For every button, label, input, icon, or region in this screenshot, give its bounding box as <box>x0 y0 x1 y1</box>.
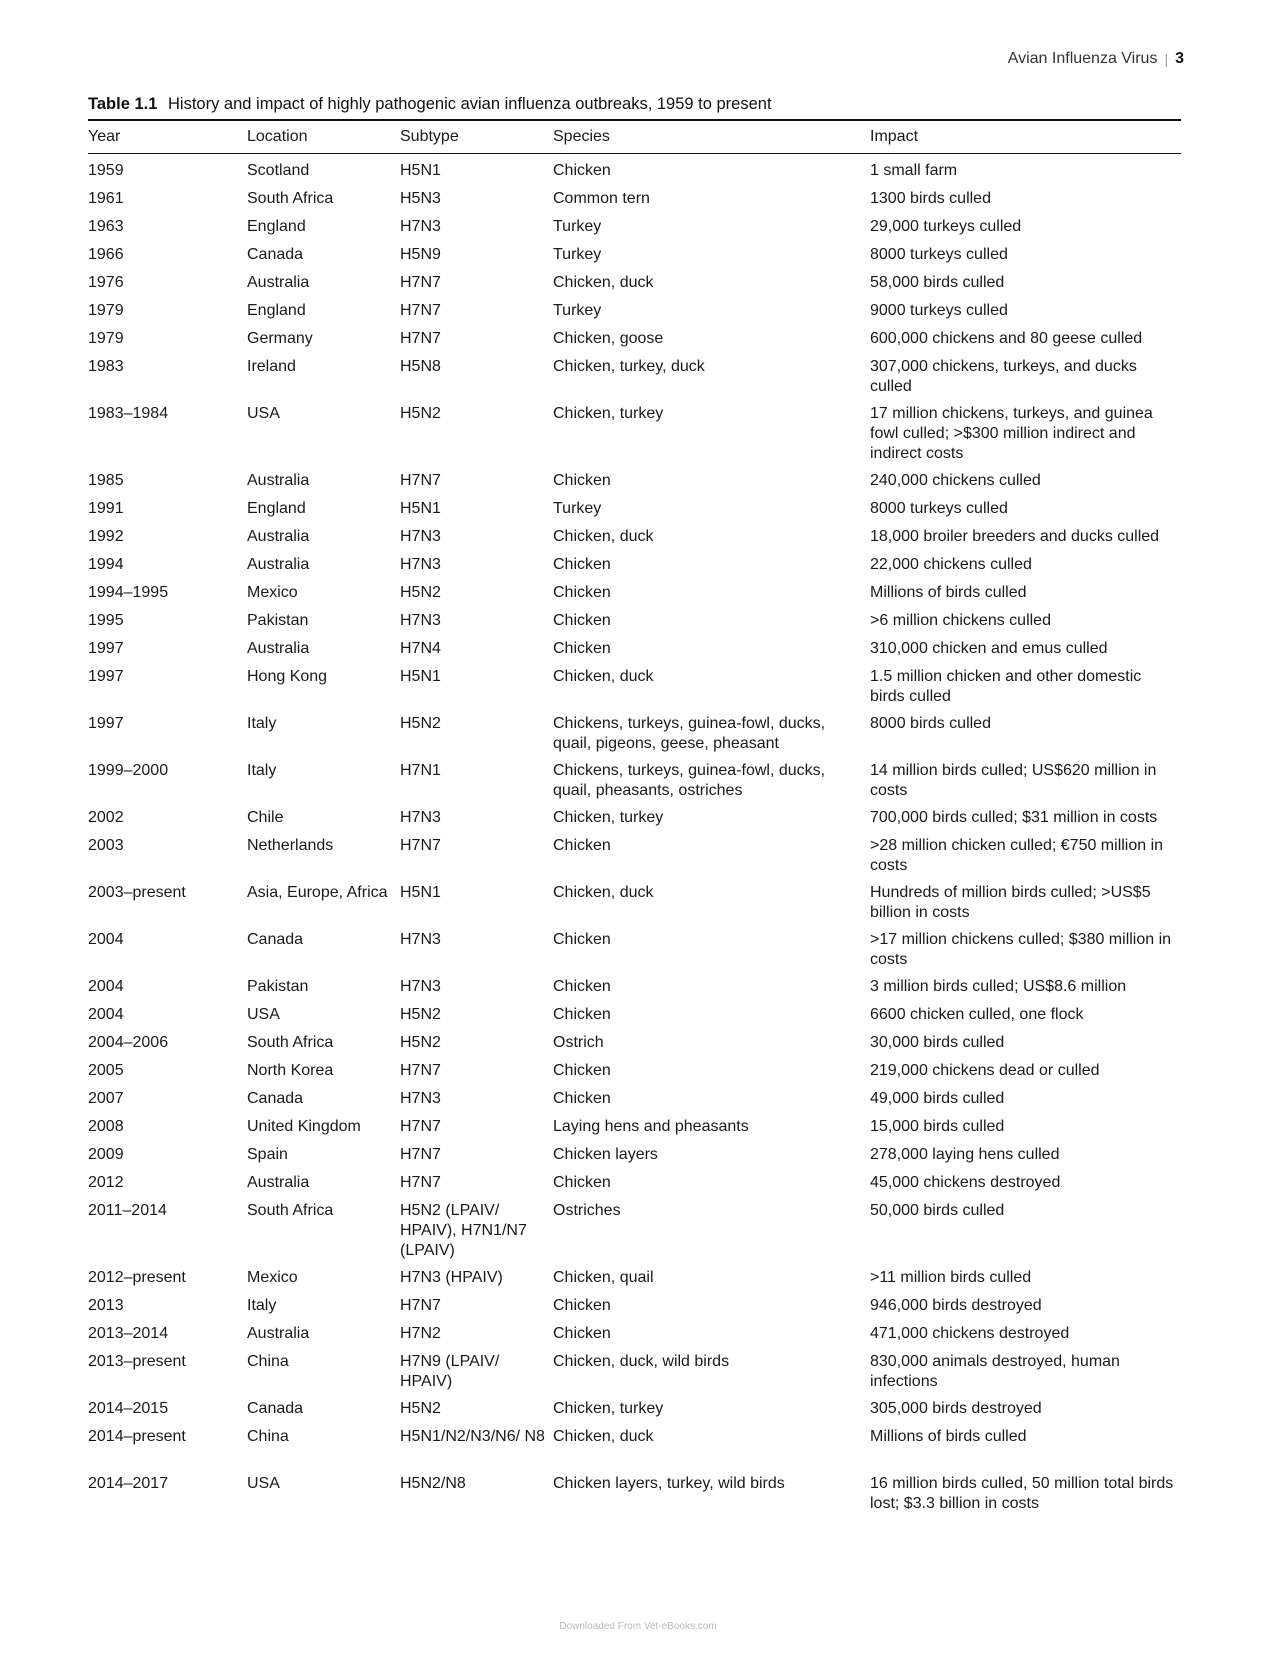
cell-location: Australia <box>247 1173 310 1191</box>
cell-location: Pakistan <box>247 977 309 995</box>
cell-impact: 278,000 laying hens culled <box>870 1145 1060 1163</box>
cell-subtype: H5N2 <box>400 1033 441 1051</box>
cell-year: 2007 <box>88 1089 124 1107</box>
cell-location: England <box>247 217 306 235</box>
cell-location: Spain <box>247 1145 288 1163</box>
cell-species: Chicken layers, turkey, wild birds <box>553 1474 785 1492</box>
table-caption <box>88 95 772 114</box>
cell-location: Canada <box>247 930 304 948</box>
table-row <box>88 520 1181 548</box>
cell-year: 1976 <box>88 273 124 291</box>
cell-impact: 58,000 birds culled <box>870 273 1005 291</box>
table-row <box>88 1110 1181 1138</box>
cell-subtype: H7N3 (HPAIV) <box>400 1268 503 1286</box>
cell-impact: 45,000 chickens destroyed <box>870 1173 1061 1191</box>
cell-subtype: H7N3 <box>400 555 441 573</box>
cell-location: England <box>247 301 306 319</box>
cell-impact: 22,000 chickens culled <box>870 555 1032 573</box>
cell-impact: 49,000 birds culled <box>870 1089 1005 1107</box>
table-row <box>88 970 1181 998</box>
table-row <box>88 632 1181 660</box>
cell-impact: 1300 birds culled <box>870 189 991 207</box>
table-row <box>88 1317 1181 1345</box>
cell-species: Chicken, goose <box>553 329 664 347</box>
table-row <box>88 829 1181 876</box>
table-row <box>88 660 1181 707</box>
cell-year: 2004 <box>88 1005 124 1023</box>
table-row <box>88 210 1181 238</box>
column-header-year: Year <box>88 120 247 154</box>
cell-subtype: H7N7 <box>400 329 441 347</box>
cell-subtype: H7N3 <box>400 808 441 826</box>
cell-subtype: H7N4 <box>400 639 441 657</box>
cell-species: Chicken <box>553 1005 611 1023</box>
table-row <box>88 294 1181 322</box>
cell-subtype: H7N7 <box>400 471 441 489</box>
cell-location: Australia <box>247 527 310 545</box>
table-row <box>88 576 1181 604</box>
table-row <box>88 492 1181 520</box>
cell-location: Australia <box>247 471 310 489</box>
cell-species: Turkey <box>553 301 602 319</box>
cell-location: Italy <box>247 761 277 779</box>
cell-location: USA <box>247 1474 280 1492</box>
cell-impact: >11 million birds culled <box>870 1268 1032 1286</box>
cell-impact: 15,000 birds culled <box>870 1117 1005 1135</box>
cell-subtype: H7N9 (LPAIV/ HPAIV) <box>400 1352 500 1390</box>
cell-impact: 8000 turkeys culled <box>870 245 1008 263</box>
table-row <box>88 876 1181 923</box>
cell-year: 2009 <box>88 1145 124 1163</box>
table-row <box>88 754 1181 801</box>
cell-impact: 700,000 birds culled; $31 million in costs <box>870 808 1158 826</box>
cell-year: 2012–present <box>88 1268 186 1286</box>
cell-species: Chicken, duck <box>553 527 654 545</box>
table-row <box>88 1054 1181 1082</box>
cell-subtype: H5N2 (LPAIV/ HPAIV), H7N1/N7 (LPAIV) <box>400 1201 527 1259</box>
cell-location: Pakistan <box>247 611 309 629</box>
cell-year: 2008 <box>88 1117 124 1135</box>
cell-species: Chicken <box>553 611 611 629</box>
cell-species: Turkey <box>553 217 602 235</box>
cell-subtype: H7N7 <box>400 1173 441 1191</box>
table-row <box>88 397 1181 464</box>
cell-impact: 305,000 birds destroyed <box>870 1399 1042 1417</box>
cell-subtype: H7N7 <box>400 301 441 319</box>
cell-year: 1963 <box>88 217 124 235</box>
table-caption-text: History and impact of highly pathogenic avian influenza outbreaks, 1959 to present <box>168 95 772 113</box>
outbreak-table-container <box>88 119 1181 1514</box>
cell-year: 1997 <box>88 639 124 657</box>
cell-subtype: H5N2/N8 <box>400 1474 466 1492</box>
cell-subtype: H5N1 <box>400 883 441 901</box>
table-body <box>88 154 1181 1514</box>
cell-subtype: H7N7 <box>400 1145 441 1163</box>
cell-subtype: H7N3 <box>400 1089 441 1107</box>
cell-year: 1959 <box>88 162 124 179</box>
cell-impact: 946,000 birds destroyed <box>870 1296 1042 1314</box>
cell-impact: 9000 turkeys culled <box>870 301 1008 319</box>
cell-year: 1999–2000 <box>88 761 169 779</box>
cell-location: Italy <box>247 1296 277 1314</box>
cell-species: Chicken <box>553 1089 611 1107</box>
cell-location: South Africa <box>247 189 334 207</box>
cell-location: Australia <box>247 639 310 657</box>
cell-impact: 16 million birds culled, 50 million total birds lost; $3.3 billion in costs <box>870 1474 1174 1512</box>
cell-species: Chicken <box>553 471 611 489</box>
cell-impact: >6 million chickens culled <box>870 611 1051 629</box>
cell-subtype: H5N1 <box>400 667 441 685</box>
cell-location: Australia <box>247 273 310 291</box>
cell-subtype: H7N3 <box>400 930 441 948</box>
cell-subtype: H7N7 <box>400 273 441 291</box>
column-header-species: Species <box>553 120 870 154</box>
table-header <box>88 120 1181 154</box>
cell-year: 1983–1984 <box>88 404 169 422</box>
cell-year: 2004 <box>88 930 124 948</box>
cell-species: Chicken <box>553 639 611 657</box>
cell-species: Chicken, duck <box>553 1427 654 1445</box>
cell-species: Chicken, duck, wild birds <box>553 1352 730 1370</box>
cell-year: 2013 <box>88 1296 124 1314</box>
cell-location: Australia <box>247 555 310 573</box>
table-row <box>88 801 1181 829</box>
cell-subtype: H5N2 <box>400 714 441 732</box>
cell-location: Netherlands <box>247 836 334 854</box>
cell-subtype: H7N2 <box>400 1324 441 1342</box>
watermark-footer: Downloaded From Vet-eBooks.com <box>559 1621 717 1632</box>
cell-location: Canada <box>247 1089 304 1107</box>
table-row <box>88 707 1181 754</box>
column-header-subtype: Subtype <box>400 120 553 154</box>
column-header-location: Location <box>247 120 400 154</box>
cell-location: South Africa <box>247 1201 334 1219</box>
cell-year: 2002 <box>88 808 124 826</box>
table-row <box>88 238 1181 266</box>
cell-species: Chicken, duck <box>553 667 654 685</box>
table-row <box>88 1392 1181 1420</box>
cell-species: Chicken <box>553 1061 611 1079</box>
table-row <box>88 998 1181 1026</box>
cell-species: Chicken, turkey <box>553 808 664 826</box>
cell-impact: 830,000 animals destroyed, human infections <box>870 1352 1120 1390</box>
cell-subtype: H7N3 <box>400 611 441 629</box>
cell-location: Scotland <box>247 162 310 179</box>
cell-species: Chicken <box>553 977 611 995</box>
cell-species: Chicken <box>553 1324 611 1342</box>
cell-subtype: H7N7 <box>400 1061 441 1079</box>
cell-location: Germany <box>247 329 313 347</box>
cell-year: 1979 <box>88 301 124 319</box>
cell-subtype: H7N3 <box>400 977 441 995</box>
cell-year: 2004–2006 <box>88 1033 169 1051</box>
cell-subtype: H5N2 <box>400 1005 441 1023</box>
table-row <box>88 322 1181 350</box>
table-row <box>88 1194 1181 1261</box>
cell-impact: 8000 birds culled <box>870 714 991 732</box>
cell-impact: 1.5 million chicken and other domestic birds culled <box>870 667 1142 705</box>
cell-impact: 600,000 chickens and 80 geese culled <box>870 329 1143 347</box>
cell-subtype: H5N2 <box>400 404 441 422</box>
header-separator: | <box>1164 51 1169 67</box>
cell-species: Chicken <box>553 930 611 948</box>
cell-species: Chicken, duck <box>553 883 654 901</box>
cell-year: 1994–1995 <box>88 583 169 601</box>
cell-species: Chicken, turkey <box>553 404 664 422</box>
cell-location: Mexico <box>247 583 298 601</box>
cell-year: 1992 <box>88 527 124 545</box>
cell-impact: 30,000 birds culled <box>870 1033 1005 1051</box>
cell-year: 2003 <box>88 836 124 854</box>
cell-location: Hong Kong <box>247 667 328 685</box>
table-row <box>88 548 1181 576</box>
cell-impact: 14 million birds culled; US$620 million in costs <box>870 761 1157 799</box>
cell-species: Chicken <box>553 1296 611 1314</box>
table-row <box>88 1467 1181 1514</box>
table-header-row <box>88 120 1181 154</box>
cell-impact: 1 small farm <box>870 162 958 179</box>
table-row <box>88 1345 1181 1392</box>
cell-year: 2014–2017 <box>88 1474 169 1492</box>
cell-impact: 240,000 chickens culled <box>870 471 1041 489</box>
cell-species: Chicken, turkey, duck <box>553 357 705 375</box>
cell-impact: Millions of birds culled <box>870 583 1027 601</box>
table-row <box>88 350 1181 397</box>
cell-impact: 307,000 chickens, turkeys, and ducks culled <box>870 357 1137 395</box>
table-row <box>88 1420 1181 1467</box>
cell-location: Asia, Europe, Africa <box>247 883 388 901</box>
cell-species: Chickens, turkeys, guinea-fowl, ducks, quail, pheasants, ostriches <box>553 761 826 799</box>
table-row <box>88 464 1181 492</box>
cell-subtype: H5N2 <box>400 583 441 601</box>
cell-location: USA <box>247 404 280 422</box>
cell-subtype: H7N1 <box>400 761 441 779</box>
cell-year: 2014–2015 <box>88 1399 169 1417</box>
cell-species: Chicken, quail <box>553 1268 654 1286</box>
cell-species: Laying hens and pheasants <box>553 1117 749 1135</box>
table-row <box>88 1082 1181 1110</box>
cell-subtype: H7N3 <box>400 217 441 235</box>
cell-year: 2012 <box>88 1173 124 1191</box>
cell-year: 1985 <box>88 471 124 489</box>
cell-subtype: H7N7 <box>400 1296 441 1314</box>
cell-year: 1979 <box>88 329 124 347</box>
cell-impact: 17 million chickens, turkeys, and guinea fowl culled; >$300 million indirect and indirect costs <box>870 404 1153 462</box>
cell-impact: 29,000 turkeys culled <box>870 217 1022 235</box>
cell-location: USA <box>247 1005 280 1023</box>
cell-year: 2011–2014 <box>88 1201 167 1219</box>
cell-location: North Korea <box>247 1061 334 1079</box>
cell-impact: 310,000 chicken and emus culled <box>870 639 1108 657</box>
cell-species: Chickens, turkeys, guinea-fowl, ducks, quail, pigeons, geese, pheasant <box>553 714 826 752</box>
cell-species: Common tern <box>553 189 650 207</box>
cell-species: Chicken, turkey <box>553 1399 664 1417</box>
cell-species: Turkey <box>553 245 602 263</box>
cell-species: Chicken <box>553 836 611 854</box>
cell-year: 1995 <box>88 611 124 629</box>
cell-location: China <box>247 1352 289 1370</box>
table-row <box>88 1138 1181 1166</box>
cell-subtype: H5N8 <box>400 357 441 375</box>
cell-subtype: H5N9 <box>400 245 441 263</box>
cell-subtype: H5N2 <box>400 1399 441 1417</box>
cell-impact: >28 million chicken culled; €750 million in costs <box>870 836 1164 874</box>
cell-impact: Hundreds of million birds culled; >US$5 billion in costs <box>870 883 1151 921</box>
cell-subtype: H7N7 <box>400 1117 441 1135</box>
cell-location: South Africa <box>247 1033 334 1051</box>
cell-impact: 471,000 chickens destroyed <box>870 1324 1070 1342</box>
cell-impact: 50,000 birds culled <box>870 1201 1005 1219</box>
cell-year: 2014–present <box>88 1427 186 1445</box>
cell-year: 1994 <box>88 555 124 573</box>
column-header-impact: Impact <box>870 120 1181 154</box>
cell-species: Chicken <box>553 162 611 179</box>
cell-species: Chicken <box>553 583 611 601</box>
cell-species: Chicken layers <box>553 1145 658 1163</box>
cell-year: 1983 <box>88 357 124 375</box>
cell-year: 2013–present <box>88 1352 186 1370</box>
cell-subtype: H5N1/N2/N3/N6/ N8 <box>400 1427 545 1445</box>
cell-year: 2005 <box>88 1061 124 1079</box>
table-row <box>88 923 1181 970</box>
running-head <box>1008 50 1184 68</box>
cell-location: Mexico <box>247 1268 298 1286</box>
table-row <box>88 1261 1181 1289</box>
cell-species: Turkey <box>553 499 602 517</box>
cell-subtype: H7N7 <box>400 836 441 854</box>
cell-location: Italy <box>247 714 277 732</box>
table-row <box>88 1026 1181 1054</box>
table-row <box>88 182 1181 210</box>
cell-impact: Millions of birds culled <box>870 1427 1027 1445</box>
cell-location: Chile <box>247 808 284 826</box>
cell-species: Chicken, duck <box>553 273 654 291</box>
cell-location: Canada <box>247 245 304 263</box>
table-row <box>88 1166 1181 1194</box>
table-row <box>88 604 1181 632</box>
cell-year: 1997 <box>88 667 124 685</box>
outbreak-table <box>88 119 1181 1514</box>
cell-species: Ostriches <box>553 1201 621 1219</box>
page-number: 3 <box>1175 50 1184 67</box>
cell-year: 2003–present <box>88 883 186 901</box>
cell-subtype: H5N1 <box>400 162 441 179</box>
cell-year: 1961 <box>88 189 124 207</box>
cell-year: 2013–2014 <box>88 1324 169 1342</box>
cell-location: China <box>247 1427 289 1445</box>
cell-year: 1966 <box>88 245 124 263</box>
running-title: Avian Influenza Virus <box>1007 50 1158 67</box>
cell-year: 2004 <box>88 977 124 995</box>
cell-year: 1997 <box>88 714 124 732</box>
cell-location: Canada <box>247 1399 304 1417</box>
table-row <box>88 266 1181 294</box>
cell-impact: 3 million birds culled; US$8.6 million <box>870 977 1127 995</box>
cell-impact: >17 million chickens culled; $380 million in costs <box>870 930 1172 968</box>
cell-year: 1991 <box>88 499 124 517</box>
table-label: Table 1.1 <box>88 95 158 113</box>
cell-subtype: H7N3 <box>400 527 441 545</box>
cell-species: Chicken <box>553 555 611 573</box>
cell-impact: 219,000 chickens dead or culled <box>870 1061 1100 1079</box>
cell-impact: 18,000 broiler breeders and ducks culled <box>870 527 1160 545</box>
cell-location: Australia <box>247 1324 310 1342</box>
cell-location: United Kingdom <box>247 1117 361 1135</box>
cell-species: Ostrich <box>553 1033 604 1051</box>
cell-impact: 8000 turkeys culled <box>870 499 1008 517</box>
cell-impact: 6600 chicken culled, one flock <box>870 1005 1084 1023</box>
cell-location: England <box>247 499 306 517</box>
table-row <box>88 154 1181 182</box>
cell-subtype: H5N1 <box>400 499 441 517</box>
cell-subtype: H5N3 <box>400 189 441 207</box>
cell-location: Ireland <box>247 357 296 375</box>
table-row <box>88 1289 1181 1317</box>
cell-species: Chicken <box>553 1173 611 1191</box>
